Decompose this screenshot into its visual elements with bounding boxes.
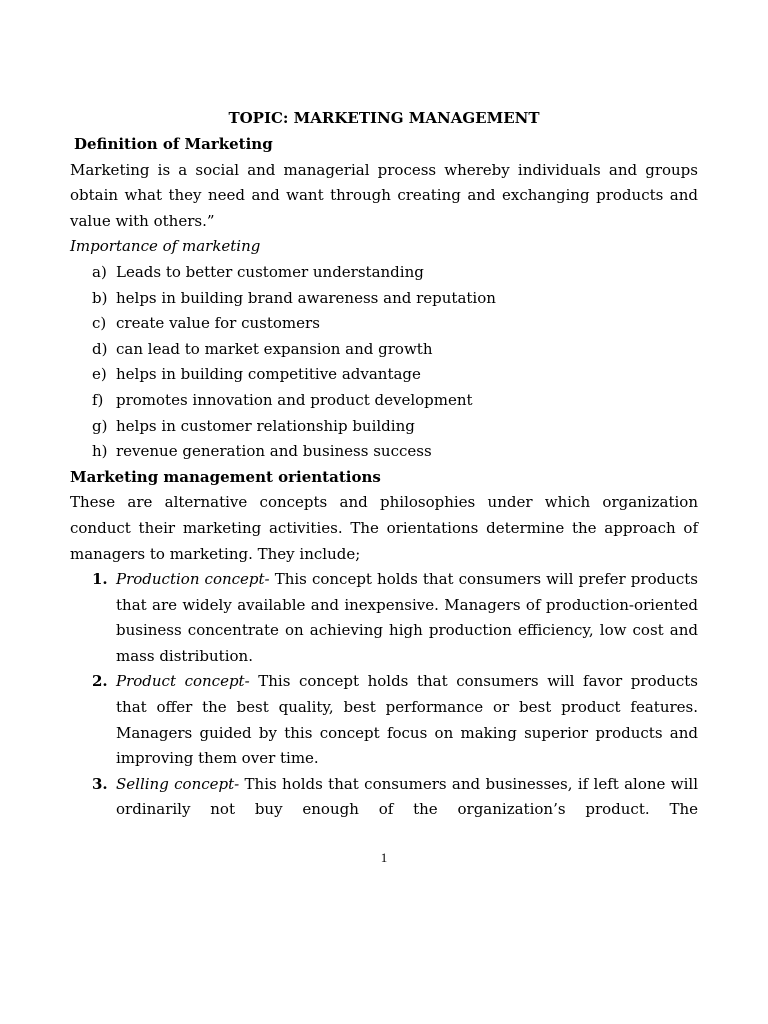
- orientations-intro-paragraph: These are alternative concepts and philosophies under which organization conduct their marketing activities. The orientations determine the approach of managers to marketing. They include;: [70, 493, 698, 563]
- concept-number: 2.: [92, 672, 108, 691]
- document-body: [70, 106, 698, 823]
- list-item-text: revenue generation and business success: [116, 442, 432, 461]
- concept-term: Selling concept-: [116, 774, 240, 793]
- definition-heading: Definition of Marketing: [74, 135, 273, 153]
- concept-description: This concept holds that consumers will prefer products that are widely available and inexpensive. Managers of production-oriented business concentrate on achieving high production efficiency, low cost and mass distribution.: [116, 570, 698, 665]
- page-number: 1: [380, 850, 388, 865]
- concept-description: This holds that consumers and businesses, if left alone will ordinarily not buy enough of the organization’s product. The: [116, 774, 698, 819]
- list-marker: g): [92, 416, 108, 435]
- list-marker: h): [92, 442, 108, 461]
- concept-item-production: [70, 567, 698, 669]
- list-item-text: helps in building competitive advantage: [116, 365, 421, 384]
- list-item-text: can lead to market expansion and growth: [116, 339, 433, 358]
- list-item: [70, 260, 698, 286]
- list-item: [70, 337, 698, 363]
- list-item-text: create value for customers: [116, 314, 320, 333]
- concept-term: Production concept-: [116, 570, 270, 589]
- concepts-list: [70, 567, 698, 823]
- page-title: TOPIC: MARKETING MANAGEMENT: [228, 109, 540, 127]
- list-item: [70, 362, 698, 388]
- list-item-text: helps in customer relationship building: [116, 416, 415, 435]
- orientations-heading: Marketing management orientations: [70, 467, 381, 486]
- list-item-text: promotes innovation and product development: [116, 390, 473, 409]
- list-marker: c): [92, 314, 107, 333]
- importance-heading: Importance of marketing: [70, 237, 261, 256]
- concept-number: 1.: [92, 570, 108, 589]
- concept-description: This concept holds that consumers will favor products that offer the best quality, best performance or best product features. Managers guided by this concept focus on making superior products and improving them over time.: [116, 672, 698, 768]
- importance-list: [70, 260, 698, 465]
- list-marker: d): [92, 339, 108, 358]
- concept-term: Product concept-: [116, 672, 250, 691]
- list-item: [70, 414, 698, 440]
- list-item: [70, 388, 698, 414]
- concept-item-product: [70, 669, 698, 771]
- list-item-text: helps in building brand awareness and reputation: [116, 288, 496, 307]
- list-marker: b): [92, 288, 108, 307]
- concept-item-selling: [70, 772, 698, 823]
- list-marker: e): [92, 365, 107, 384]
- list-item: [70, 439, 698, 465]
- list-item: [70, 311, 698, 337]
- list-marker: f): [92, 390, 104, 409]
- concept-number: 3.: [92, 774, 108, 793]
- list-item: [70, 286, 698, 312]
- list-item-text: Leads to better customer understanding: [116, 262, 424, 281]
- list-marker: a): [92, 262, 107, 281]
- definition-paragraph: Marketing is a social and managerial process whereby individuals and groups obtain what they need and want through creating and exchanging products and value with others.”: [70, 160, 698, 230]
